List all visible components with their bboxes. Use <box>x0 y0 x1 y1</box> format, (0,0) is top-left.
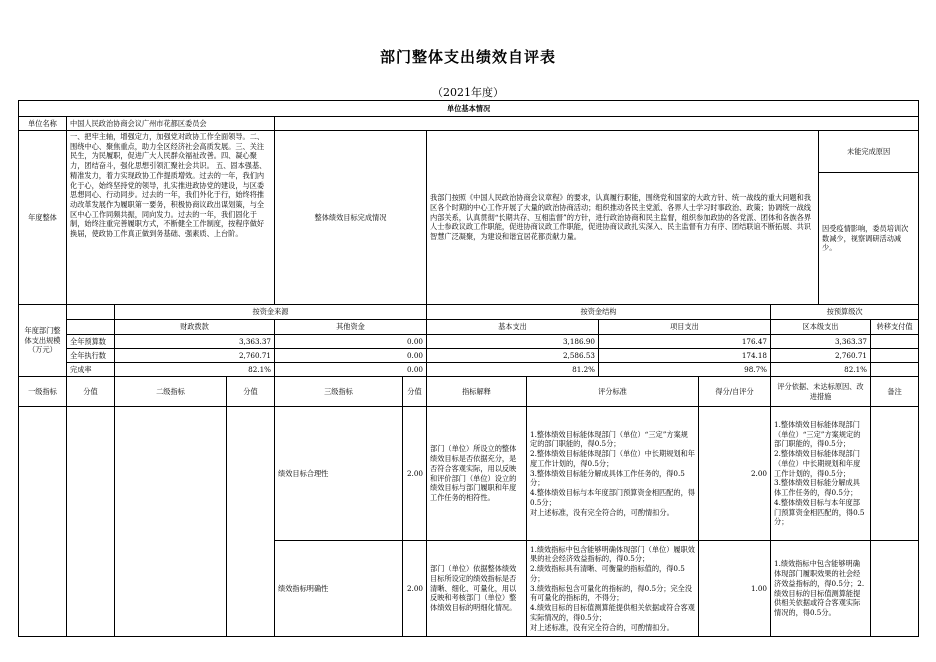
report-year: （2021年度） <box>432 86 504 99</box>
col-transfer: 转移支付值 <box>871 320 919 335</box>
indicator-score: 2.00 <box>403 407 427 541</box>
col-district: 区本级支出 <box>771 320 871 335</box>
reason-label: 未能完成原因 <box>819 131 919 173</box>
hdr-selfscore: 得分/自评分 <box>699 377 771 407</box>
annual-label: 年度整体 <box>19 131 67 305</box>
budget-group-source: 按资金来源 <box>115 305 427 320</box>
col-project: 项目支出 <box>599 320 771 335</box>
budget-other: 0.00 <box>275 349 427 363</box>
indicator-name: 绩效目标合理性 <box>275 407 403 541</box>
annual-goals: 一、把牢主轴，增强定力，加强党对政协工作全面领导。二、围绕中心、聚焦重点，助力全区经济社会高质发展。三、关注民生，为民履职，促进广大人民群众福祉改善。四、凝心聚力，团结奋斗，强化思想引领汇聚社会共识。 五、固本强基、精准发力，着力实现政协工作提质增效。过去的一年，我们内化于心，始终坚持党的领导，扎实推进政协党的建设，与区委思想同心、行动同步。过去的一年，我们外化于行，始终将推动改革发展作为履职第一要务，积极协商议政出谋划策，与全区中心工作同频共振，同向发力。过去的一年，我们固化于制，始终注重完善履职方式，不断健全工作制度，按程序做好换届，使政协工作真正做到务基础、强素质、上台阶。 <box>67 131 275 305</box>
budget-district: 3,363.37 <box>771 335 871 349</box>
self-evaluation-table <box>18 100 919 637</box>
budget-other: 0.00 <box>275 363 427 377</box>
hdr-basis: 评分依据、未达标原因、改进措施 <box>771 377 871 407</box>
budget-row <box>19 349 919 363</box>
hdr-score2: 分值 <box>227 377 275 407</box>
section-header-row <box>19 101 919 117</box>
unit-name-label: 单位名称 <box>19 117 67 131</box>
budget-row-name: 完成率 <box>67 363 115 377</box>
reason-text: 因受疫情影响，委员培训次数减少，视察调研活动减少。 <box>819 173 919 305</box>
hdr-score3: 分值 <box>403 377 427 407</box>
budget-basic: 81.2% <box>427 363 599 377</box>
section-title: 单位基本情况 <box>19 101 919 117</box>
col-fiscal: 财政拨款 <box>115 320 275 335</box>
hdr-standard: 评分标准 <box>527 377 699 407</box>
indicator-name: 绩效指标明确性 <box>275 541 403 637</box>
unit-name-value: 中国人民政治协商会议广州市花都区委员会 <box>67 117 275 131</box>
hdr-note: 备注 <box>871 377 919 407</box>
col-other: 其他资金 <box>275 320 427 335</box>
budget-group-row <box>19 305 919 320</box>
indicator-standard: 1.绩效指标中包含能够明确体现部门（单位）履职效果的社会经济效益指标的，得0.5分； 2.绩效指标具有清晰、可衡量的指标值的，得0.5分； 3.绩效指标包含可量化的指标的，得0.5分；完全没有可量化的指标的，不得分； 4.绩效目标的目标值测算能提供相关依据或符合客观实际情况的，得0.5分； 对上述标准，没有完全符合的，可酌情扣分。 <box>527 541 699 637</box>
budget-basic: 3,186.90 <box>427 335 599 349</box>
hdr-score1: 分值 <box>67 377 115 407</box>
indicator-explain: 部门（单位）所设立的整体绩效目标是否依据充分，是否符合客观实际，用以反映和评价部门（单位）设立的绩效目标与部门履职和年度工作任务的相符性。 <box>427 407 527 541</box>
indicator-selfscore: 1.00 <box>699 541 771 637</box>
budget-header-row <box>19 320 919 335</box>
budget-district: 82.1% <box>771 363 871 377</box>
indicator-score: 2.00 <box>403 541 427 637</box>
indicator-basis: 1.整体绩效目标能体现部门（单位）“三定”方案规定的部门职能的，得0.5分； 2.整体绩效目标能体现部门（单位）中长期规划和年度工作计划的，得0.5分； 3.整体绩效目标能分解成具体工作任务的，得0.5分； 4.整体绩效目标与本年度部门预算资金相匹配的，得0.5分； <box>771 407 871 541</box>
budget-transfer <box>871 335 919 349</box>
budget-group-level: 按预算级次 <box>771 305 919 320</box>
indicator-header-row <box>19 377 919 407</box>
budget-fiscal: 2,760.71 <box>115 349 275 363</box>
indicator-explain: 部门（单位）依据整体绩效目标所设定的绩效指标是否清晰、细化、可量化，用以反映和考核部门（单位）整体绩效目标的明细化情况。 <box>427 541 527 637</box>
budget-row-label: 年度部门整体支出规模（万元） <box>19 305 67 377</box>
budget-transfer <box>871 349 919 363</box>
budget-row <box>19 335 919 349</box>
budget-row-name: 全年预算数 <box>67 335 115 349</box>
hdr-level3: 三级指标 <box>275 377 403 407</box>
budget-row <box>19 363 919 377</box>
hdr-explain: 指标解释 <box>427 377 527 407</box>
budget-project: 174.18 <box>599 349 771 363</box>
budget-district: 2,760.71 <box>771 349 871 363</box>
budget-project: 176.47 <box>599 335 771 349</box>
completion-label: 整体绩效目标完成情况 <box>275 131 427 305</box>
budget-row-name: 全年执行数 <box>67 349 115 363</box>
budget-other: 0.00 <box>275 335 427 349</box>
col-basic: 基本支出 <box>427 320 599 335</box>
hdr-level2: 二级指标 <box>115 377 227 407</box>
page-title: 部门整体支出绩效自评表 <box>379 48 556 66</box>
indicator-basis: 1.绩效指标中包含能够明确体现部门履职效果的社会经济效益指标的，得0.5分；2.绩效目标的目标值测算能提供相关依据或符合客观实际情况的，得0.5分。 <box>771 541 871 637</box>
indicator-row <box>19 407 919 541</box>
completion-text: 我部门按照《中国人民政治协商会议章程》的要求，认真履行职能，围绕党和国家的大政方针、统一战线的重大问题和我区各个时期的中心工作开展了大量的政治协商活动；组织推动各民主党派、各界人士学习时事政治、政策；协调统一战线内部关系，认真贯彻“长期共存、互相监督”的方针，进行政治协商和民主监督，组织参加政协的各党派、团体和各族各界人士参政议政工作职能，促进协商议政工作职能，促进协商议政扎实深入、民主监督有力有序、团结联谊不断拓展、共识智慧广泛凝聚，为建设和谐宜居花都贡献力量。 <box>427 131 819 305</box>
budget-fiscal: 3,363.37 <box>115 335 275 349</box>
hdr-level1: 一级指标 <box>19 377 67 407</box>
unit-name-row <box>19 117 919 131</box>
budget-transfer <box>871 363 919 377</box>
budget-fiscal: 82.1% <box>115 363 275 377</box>
budget-group-structure: 按资金结构 <box>427 305 771 320</box>
budget-basic: 2,586.53 <box>427 349 599 363</box>
indicator-selfscore: 2.00 <box>699 407 771 541</box>
annual-row <box>19 131 919 173</box>
budget-project: 98.7% <box>599 363 771 377</box>
indicator-standard: 1.整体绩效目标能体现部门（单位）“三定”方案规定的部门职能的，得0.5分； 2.整体绩效目标能体现部门（单位）中长期规划和年度工作计划的，得0.5分； 3.整体绩效目标能分解成具体工作任务的，得0.5分； 4.整体绩效目标与本年度部门预算资金相匹配的，得0.5分； 对上述标准，没有完全符合的，可酌情扣分。 <box>527 407 699 541</box>
